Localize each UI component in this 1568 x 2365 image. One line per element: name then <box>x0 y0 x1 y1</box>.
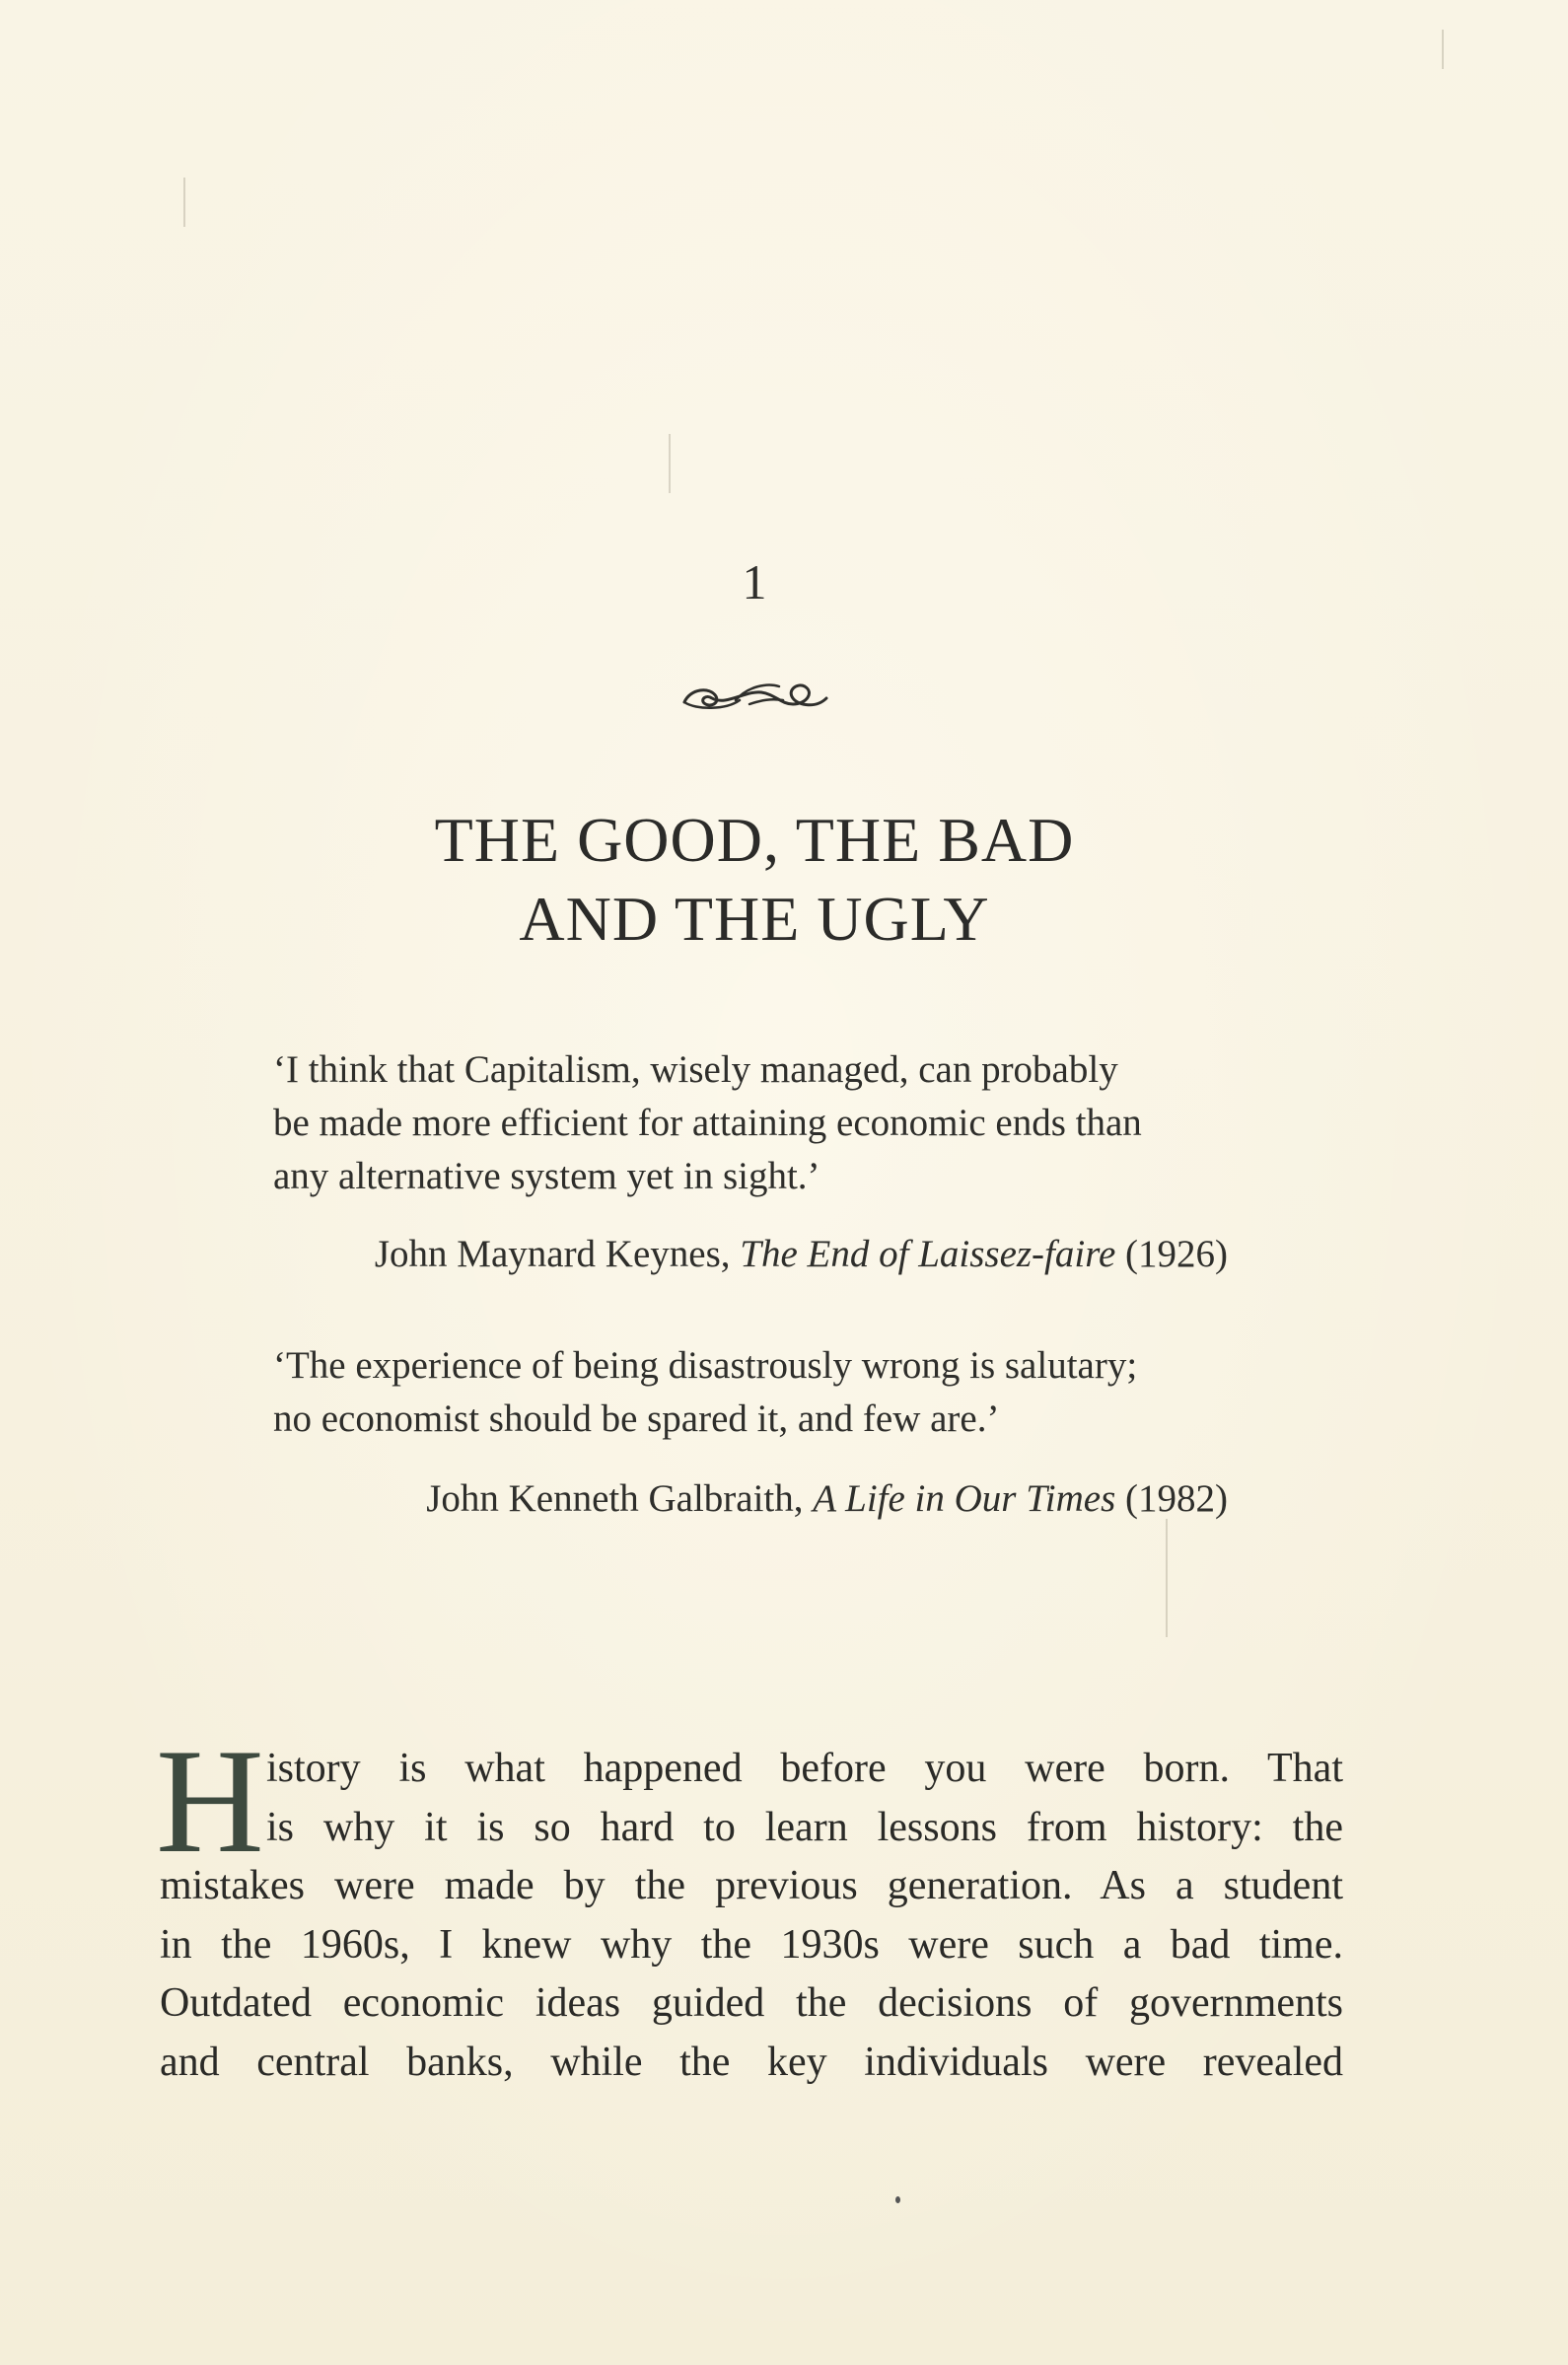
flourish-ornament-icon <box>677 671 834 720</box>
epigraph-quote-galbraith <box>273 1339 1240 1446</box>
quote-line: ‘I think that Capitalism, wisely managed, can probably <box>273 1048 1118 1091</box>
paper-speck <box>1166 1519 1168 1637</box>
attribution-author: John Maynard Keynes, <box>374 1233 741 1275</box>
epigraph-attribution-galbraith <box>0 1474 1228 1524</box>
body-line: in the 1960s, I knew why the 1930s were such a bad time. <box>160 1921 1343 1968</box>
chapter-number: 1 <box>742 554 767 609</box>
body-line: istory is what happened before you were born. That <box>266 1746 1343 1791</box>
epigraph-quote-keynes <box>273 1043 1240 1203</box>
quote-line: ‘The experience of being disastrously wrong is salutary; <box>273 1344 1138 1387</box>
attribution-year: (1926) <box>1115 1233 1228 1275</box>
body-paragraph <box>160 1740 1343 2092</box>
paper-speck <box>669 434 671 493</box>
quote-line: no economist should be spared it, and few are.’ <box>273 1398 1000 1440</box>
quote-line: any alternative system yet in sight.’ <box>273 1155 820 1197</box>
chapter-title <box>0 801 1509 959</box>
drop-cap-letter: H <box>156 1718 264 1884</box>
quote-line: be made more efficient for attaining economic ends than <box>273 1102 1142 1144</box>
attribution-work-title: The End of Laissez-faire <box>740 1233 1116 1275</box>
body-line: mistakes were made by the previous generation. As a student <box>160 1863 1343 1908</box>
paper-speck <box>183 178 185 227</box>
attribution-year: (1982) <box>1115 1477 1228 1520</box>
body-line: and central banks, while the key individuals were revealed <box>160 2039 1343 2085</box>
attribution-work-title: A Life in Our Times <box>813 1477 1116 1520</box>
margin-dot <box>895 2196 900 2203</box>
chapter-title-line: AND THE UGLY <box>519 884 990 954</box>
epigraph-attribution-keynes <box>0 1230 1228 1279</box>
body-line: Outdated economic ideas guided the decisions of governments <box>160 1980 1343 2026</box>
attribution-author: John Kenneth Galbraith, <box>426 1477 814 1520</box>
chapter-title-line: THE GOOD, THE BAD <box>434 805 1075 875</box>
paper-speck <box>1442 30 1444 69</box>
body-line: is why it is so hard to learn lessons from history: the <box>266 1804 1343 1850</box>
